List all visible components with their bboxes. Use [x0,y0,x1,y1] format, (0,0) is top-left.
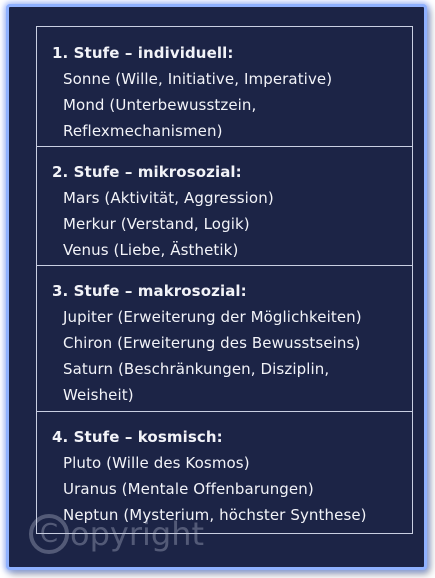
stage-4-cell [37,412,412,533]
stage-line: Saturn (Beschränkungen, Disziplin, [63,360,330,378]
stage-line: Merkur (Verstand, Logik) [63,215,250,233]
stage-line: Reflexmechanismen) [63,122,223,140]
stage-heading: 3. Stufe – makrosozial: [52,282,247,300]
stage-line: Mars (Aktivität, Aggression) [63,189,274,207]
stage-heading: 1. Stufe – individuell: [52,44,234,62]
stage-line: Jupiter (Erweiterung der Möglichkeiten) [63,308,362,326]
watermark-text: opyright [70,515,205,553]
stage-line: Weisheit) [63,386,134,404]
stage-1-cell [37,27,412,147]
stage-3-cell [37,266,412,412]
stage-heading: 4. Stufe – kosmisch: [52,428,223,446]
stages-table [36,26,413,534]
image-frame [6,4,427,570]
stage-line: Sonne (Wille, Initiative, Imperative) [63,70,333,88]
stage-2-cell [37,147,412,266]
stage-line: Chiron (Erweiterung des Bewusstseins) [63,334,361,352]
stage-line: Pluto (Wille des Kosmos) [63,454,250,472]
stage-line: Neptun (Mysterium, höchster Synthese) [63,506,367,524]
stage-line: Venus (Liebe, Ästhetik) [63,241,239,259]
stage-heading: 2. Stufe – mikrosozial: [52,163,242,181]
copyright-icon: C [29,514,69,554]
stage-line: Mond (Unterbewusstzein, [63,96,257,114]
stage-line: Uranus (Mentale Offenbarungen) [63,480,314,498]
